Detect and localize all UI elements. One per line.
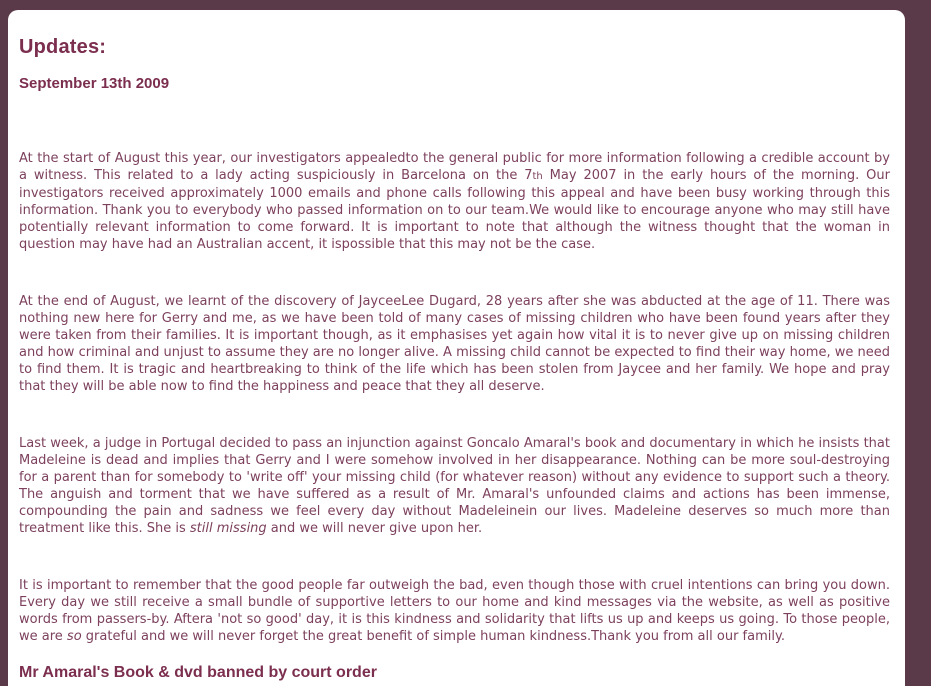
paragraph-text-segment: At the end of August, we learnt of the discovery of JayceeLee Dugard, 28 years after she was abducted at the age of 11. There was nothing new here for Gerry and me, as we have been told of many cases of missing children who have been found years after they were taken from their families. It is important though, as it emphasises yet again how vital it is to never give up on missing children and how criminal and unjust to assume they are no longer alive. A missing child cannot be expected to find their way home, we need to find them. It is tragic and heartbreaking to think of the life which has been stolen from Jaycee and her family. We hope and pray that they will be able now to find the happiness and peace that they all deserve. [19, 294, 890, 394]
paragraph-text-segment: grateful and we will never forget the great benefit of simple human kindness.Thank you from all our family. [81, 629, 785, 644]
paragraph-text-segment: still missing [189, 521, 267, 536]
article-paragraph [19, 293, 890, 395]
paragraph-text-segment: May 2007 in the early hours of the morning. Our investigators received approximately 1000 emails and phone calls following this appeal and have been busy working through this information. Thank you to everybody who passed information on to our team.We would like to encourage anyone who may still have potentially relevant information to come forward. It is important to note that although the witness thought that the woman in question may have had an Australian accent, it ispossible that this may not be the case. [19, 168, 890, 252]
article-body [19, 150, 890, 645]
section-heading: Mr Amaral's Book & dvd banned by court order [19, 664, 377, 681]
paragraph-text-segment: It is important to remember that the good people far outweigh the bad, even though those with cruel intentions can bring you down. Every day we still receive a small bundle of supportive letters to our home and kind messages via the website, as well as positive words from passers-by. Aftera 'not so good' day, it is this kindness and solidarity that lifts us up and keeps us going. To those people, we are [19, 578, 890, 644]
paragraph-text-segment: th [532, 171, 543, 182]
article-paragraph [19, 435, 890, 537]
paragraph-text-segment: Last week, a judge in Portugal decided to pass an injunction against Goncalo Amaral's book and documentary in which he insists that Madeleine is dead and implies that Gerry and I were somehow involved in her disappearance. Nothing can be more soul-destroying for a parent than for somebody to 'write off' your missing child (for whatever reason) without any evidence to support such a theory. The anguish and torment that we have suffered as a result of Mr. Amaral's unfounded claims and actions has been immense, compounding the pain and sadness we feel every day without Madeleinein our lives. Madeleine deserves so much more than treatment like this. She is [19, 436, 890, 536]
article-paragraph [19, 577, 890, 645]
paragraph-text-segment: so [66, 629, 82, 644]
paragraph-text-segment: and we will never give upon her. [266, 521, 483, 536]
article-paragraph [19, 150, 890, 253]
content-panel [8, 10, 905, 686]
page-title: Updates: [19, 36, 107, 58]
date-heading: September 13th 2009 [19, 75, 170, 92]
paragraph-text-segment: At the start of August this year, our investigators appealedto the general public for more information following a credible account by a witness. This related to a lady acting suspiciously in Barcelona on the 7 [19, 151, 890, 183]
